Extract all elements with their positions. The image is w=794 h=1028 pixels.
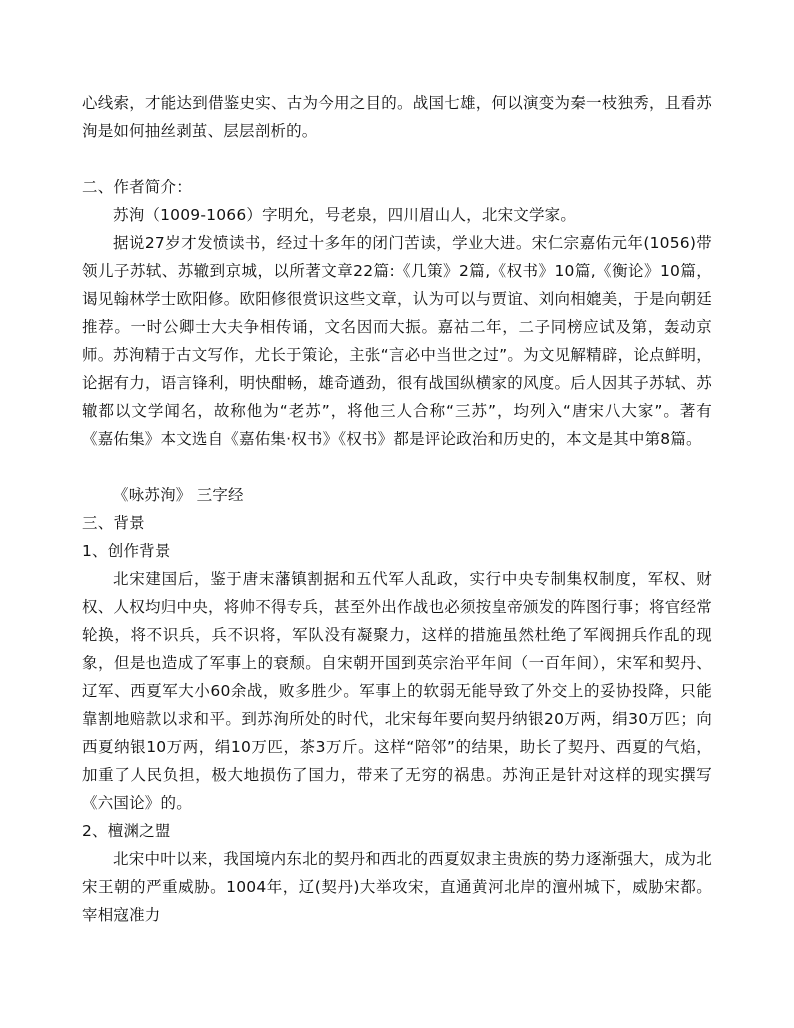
- author-paragraph-2: 据说27岁才发愤读书，经过十多年的闭门苦读，学业大进。宋仁宗嘉佑元年(1056)带领儿子苏轼、苏辙到京城，以所著文章22篇:《几策》2篇,《权书》10篇,《衡论》10篇，谒见翰林学士欧阳修。欧阳修很赏识这些文章，认为可以与贾谊、刘向相媲美，于是向朝廷推荐。一时公卿士大夫争相传诵，文名因而大振。嘉祜二年，二子同榜应试及第，轰动京师。: [82, 234, 712, 364]
- subheading-chanyuan-treaty: 2、檀渊之盟: [82, 822, 171, 840]
- author-paragraph-3: 苏洵精于古文写作，尤长于策论，主张“言必中当世之过”。为文见解精辟，论点鲜明，论据有力，语言锋利，明快酣畅，雄奇遒劲，很有战国纵横家的风度。后人因其子苏轼、苏辙都以文学闻名，故称他为“老苏”，将他三人合称“三苏”，均列入“唐宋八大家”。著有《嘉佑集》本文选自《嘉佑集·权书》《权书》都是评论政治和历史的，本文是其中第8篇。: [82, 346, 712, 448]
- intro-paragraph: 心线索，才能达到借鉴史实、古为今用之目的。战国七雄，何以演变为秦一枝独秀，且看苏洵是如何抽丝剥茧、层层剖析的。: [82, 94, 712, 140]
- poem-reference: 《咏苏洵》 三字经: [113, 486, 244, 504]
- author-paragraph-1: 苏洵（1009-1066）字明允，号老泉，四川眉山人，北宋文学家。: [113, 206, 577, 224]
- section-heading-author: 二、作者简介：: [82, 178, 192, 196]
- subheading-creation-background: 1、创作背景: [82, 542, 171, 560]
- background-paragraph-2: 北宋中叶以来，我国境内东北的契丹和西北的西夏奴隶主贵族的势力逐渐强大，成为北宋王朝的严重威胁。1004年，辽(契丹)大举攻宋，直通黄河北岸的澶州城下，威胁宋都。宰相寇准力: [82, 850, 712, 924]
- background-paragraph-1: 北宋建国后，鉴于唐末藩镇割据和五代军人乱政，实行中央专制集权制度，军权、财权、人权均归中央，将帅不得专兵，甚至外出作战也必须按皇帝颁发的阵图行事；将官经常轮换，将不识兵，兵不识将，军队没有凝聚力，这样的措施虽然杜绝了军阀拥兵作乱的现象，但是也造成了军事上的衰颓。自宋朝开国到英宗治平年间（一百年间），宋军和契丹、辽军、西夏军大小60余战，败多胜少。军事上的软弱无能导致了外交上的妥协投降，只能靠割地赔款以求和平。到苏洵所处的时代，北宋每年要向契丹纳银20万两，绢30万匹；向西夏纳银10万两，绢10万匹，茶3万斤。这样“陪邻”的结果，助长了契丹、西夏的气焰，加重了人民负担，极大地损伤了国力，带来了无穷的祸患。苏洵正是针对这样的现实撰写《六国论》的。: [82, 570, 712, 812]
- section-heading-background: 三、背景: [82, 514, 145, 532]
